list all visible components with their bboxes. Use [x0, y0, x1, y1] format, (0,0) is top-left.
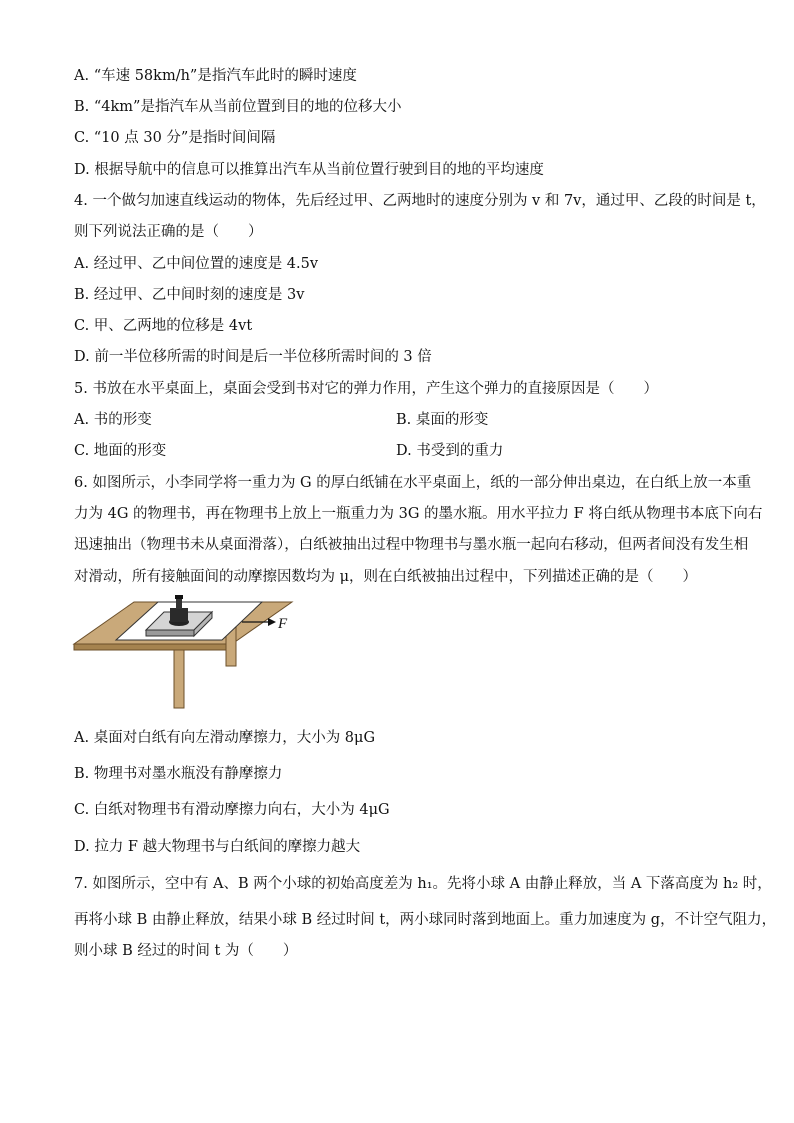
q3-option-a: A. “车速 58km/h”是指汽车此时的瞬时速度 [74, 68, 357, 84]
table-front-edge [74, 644, 232, 650]
q5-option-b: B. 桌面的形变 [396, 412, 489, 428]
q4-option-c: C. 甲、乙两地的位移是 4vt [74, 318, 253, 334]
q7-stem-line2: 再将小球 B 由静止释放，结果小球 B 经过时间 t，两小球同时落到地面上。重力加速度为 g，不计空气阻力， [74, 912, 777, 928]
q6-option-b: B. 物理书对墨水瓶没有静摩擦力 [74, 766, 283, 782]
q4-option-b: B. 经过甲、乙中间时刻的速度是 3v [74, 287, 305, 303]
q4-option-d: D. 前一半位移所需的时间是后一半位移所需时间的 3 倍 [74, 349, 432, 365]
q4-stem-line1: 4. 一个做匀加速直线运动的物体，先后经过甲、乙两地时的速度分别为 v 和 7v，通过甲、乙段的时间是 t， [74, 193, 766, 209]
ink-bottle-neck [176, 598, 182, 609]
q6-option-a: A. 桌面对白纸有向左滑动摩擦力，大小为 8μG [74, 730, 376, 746]
q6-stem-line1: 6. 如图所示，小李同学将一重力为 G 的厚白纸铺在水平桌面上，纸的一部分伸出桌边，在白纸上放一本重 [74, 475, 752, 491]
q7-stem-line1: 7. 如图所示，空中有 A、B 两个小球的初始高度差为 h₁。先将小球 A 由静止释放，当 A 下落高度为 h₂ 时， [74, 876, 772, 892]
q5-option-a: A. 书的形变 [74, 412, 152, 428]
q6-option-d: D. 拉力 F 越大物理书与白纸间的摩擦力越大 [74, 839, 361, 855]
q3-option-b: B. “4km”是指汽车从当前位置到目的地的位移大小 [74, 99, 402, 115]
q6-stem-line3: 迅速抽出（物理书未从桌面滑落），白纸被抽出过程中物理书与墨水瓶一起向右移动，但两者间没有发生相 [74, 537, 749, 553]
force-arrow-head [268, 618, 276, 626]
q5-option-c: C. 地面的形变 [74, 443, 167, 459]
table-book-figure [72, 592, 294, 710]
table-leg-front [174, 650, 184, 708]
ink-bottle-cap [175, 595, 183, 599]
q4-option-a: A. 经过甲、乙中间位置的速度是 4.5v [74, 256, 319, 272]
q3-option-d: D. 根据导航中的信息可以推算出汽车从当前位置行驶到目的地的平均速度 [74, 162, 544, 178]
q6-option-c: C. 白纸对物理书有滑动摩擦力向右，大小为 4μG [74, 802, 390, 818]
q3-option-c: C. “10 点 30 分”是指时间间隔 [74, 130, 276, 146]
q7-stem-line3: 则小球 B 经过的时间 t 为（ ） [74, 943, 298, 959]
q6-stem-line4: 对滑动，所有接触面间的动摩擦因数均为 μ，则在白纸被抽出过程中，下列描述正确的是（ ） [74, 569, 698, 585]
force-label: F [278, 616, 288, 632]
q6-stem-line2: 力为 4G 的物理书，再在物理书上放上一瓶重力为 3G 的墨水瓶。用水平拉力 F 将白纸从物理书本底下向右 [74, 506, 763, 522]
q4-stem-line2: 则下列说法正确的是（ ） [74, 224, 263, 240]
physics-book-front [146, 630, 194, 636]
q5-stem: 5. 书放在水平桌面上，桌面会受到书对它的弹力作用，产生这个弹力的直接原因是（ ） [74, 381, 658, 397]
q5-option-d: D. 书受到的重力 [396, 443, 504, 459]
ink-bottle-body [170, 608, 188, 622]
